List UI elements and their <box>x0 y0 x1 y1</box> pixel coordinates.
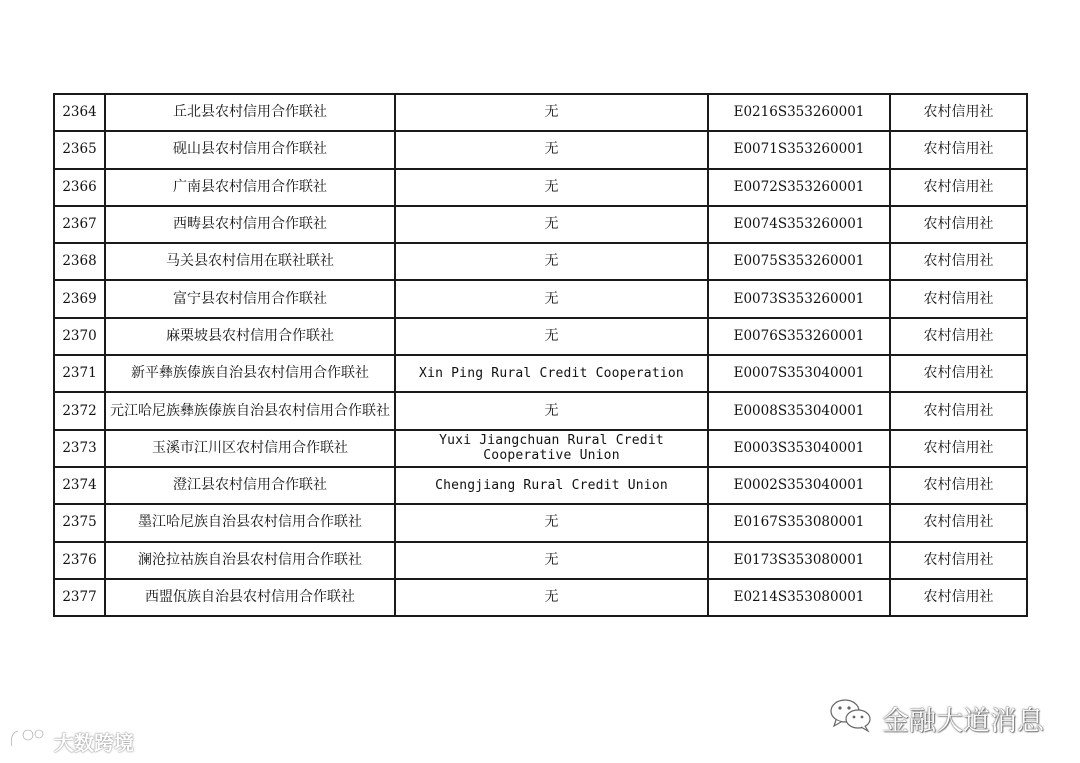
institution-type-cell: 农村信用社 <box>890 94 1027 131</box>
institution-code-cell: E0074S353260001 <box>708 206 890 243</box>
english-name-cell: 无 <box>395 94 708 131</box>
row-number-cell: 2370 <box>54 318 105 355</box>
institution-type-cell: 农村信用社 <box>890 430 1027 467</box>
row-number-cell: 2364 <box>54 94 105 131</box>
row-number-cell: 2373 <box>54 430 105 467</box>
institution-code-cell: E0075S353260001 <box>708 243 890 280</box>
institution-table-container <box>53 93 1026 617</box>
institution-type-cell: 农村信用社 <box>890 504 1027 541</box>
institution-code-cell: E0073S353260001 <box>708 280 890 317</box>
institution-name-cell: 西盟佤族自治县农村信用合作联社 <box>105 579 395 616</box>
institution-code-cell: E0008S353040001 <box>708 392 890 429</box>
institution-name-cell: 广南县农村信用合作联社 <box>105 169 395 206</box>
institution-type-cell: 农村信用社 <box>890 131 1027 168</box>
institution-name-cell: 玉溪市江川区农村信用合作联社 <box>105 430 395 467</box>
table-row <box>54 318 1027 355</box>
institution-type-cell: 农村信用社 <box>890 243 1027 280</box>
english-name-cell: 无 <box>395 131 708 168</box>
row-number-cell: 2371 <box>54 355 105 392</box>
english-name-cell: 无 <box>395 542 708 579</box>
wechat-icon <box>828 697 874 740</box>
english-name-cell: 无 <box>395 243 708 280</box>
watermark-left <box>8 726 134 757</box>
row-number-cell: 2375 <box>54 504 105 541</box>
institution-type-cell: 农村信用社 <box>890 542 1027 579</box>
institution-code-cell: E0003S353040001 <box>708 430 890 467</box>
institution-type-cell: 农村信用社 <box>890 280 1027 317</box>
institution-code-cell: E0216S353260001 <box>708 94 890 131</box>
table-row <box>54 206 1027 243</box>
institution-code-cell: E0007S353040001 <box>708 355 890 392</box>
english-name-cell: 无 <box>395 392 708 429</box>
institution-name-cell: 澄江县农村信用合作联社 <box>105 467 395 504</box>
watermark-right-text: 金融大道消息 <box>882 706 1044 737</box>
watermark-right <box>828 697 1044 740</box>
row-number-cell: 2372 <box>54 392 105 429</box>
institution-name-cell: 澜沧拉祜族自治县农村信用合作联社 <box>105 542 395 579</box>
table-row <box>54 579 1027 616</box>
table-row <box>54 504 1027 541</box>
institution-type-cell: 农村信用社 <box>890 318 1027 355</box>
institution-name-cell: 丘北县农村信用合作联社 <box>105 94 395 131</box>
english-name-cell: 无 <box>395 206 708 243</box>
institution-code-cell: E0214S353080001 <box>708 579 890 616</box>
table-row <box>54 392 1027 429</box>
institution-table <box>53 93 1028 617</box>
institution-code-cell: E0072S353260001 <box>708 169 890 206</box>
row-number-cell: 2366 <box>54 169 105 206</box>
row-number-cell: 2365 <box>54 131 105 168</box>
institution-type-cell: 农村信用社 <box>890 355 1027 392</box>
row-number-cell: 2369 <box>54 280 105 317</box>
institution-name-cell: 新平彝族傣族自治县农村信用合作联社 <box>105 355 395 392</box>
row-number-cell: 2374 <box>54 467 105 504</box>
institution-code-cell: E0167S353080001 <box>708 504 890 541</box>
institution-code-cell: E0071S353260001 <box>708 131 890 168</box>
institution-name-cell: 马关县农村信用在联社联社 <box>105 243 395 280</box>
institution-name-cell: 元江哈尼族彝族傣族自治县农村信用合作联社 <box>105 392 395 429</box>
institution-type-cell: 农村信用社 <box>890 206 1027 243</box>
row-number-cell: 2377 <box>54 579 105 616</box>
english-name-cell: Xin Ping Rural Credit Cooperation <box>395 355 708 392</box>
institution-type-cell: 农村信用社 <box>890 392 1027 429</box>
english-name-cell: Yuxi Jiangchuan Rural Credit Cooperative Union <box>395 430 708 467</box>
institution-type-cell: 农村信用社 <box>890 467 1027 504</box>
english-name-cell: 无 <box>395 504 708 541</box>
institution-name-cell: 富宁县农村信用合作联社 <box>105 280 395 317</box>
table-row <box>54 169 1027 206</box>
watermark-left-text: 大数跨境 <box>54 731 134 755</box>
logo-icon <box>8 726 50 757</box>
institution-type-cell: 农村信用社 <box>890 579 1027 616</box>
table-row <box>54 243 1027 280</box>
english-name-cell: 无 <box>395 280 708 317</box>
institution-name-cell: 砚山县农村信用合作联社 <box>105 131 395 168</box>
table-row <box>54 280 1027 317</box>
table-row <box>54 542 1027 579</box>
row-number-cell: 2376 <box>54 542 105 579</box>
english-name-cell: Chengjiang Rural Credit Union <box>395 467 708 504</box>
english-name-cell: 无 <box>395 318 708 355</box>
institution-code-cell: E0002S353040001 <box>708 467 890 504</box>
table-row <box>54 355 1027 392</box>
row-number-cell: 2368 <box>54 243 105 280</box>
english-name-cell: 无 <box>395 579 708 616</box>
institution-name-cell: 麻栗坡县农村信用合作联社 <box>105 318 395 355</box>
institution-type-cell: 农村信用社 <box>890 169 1027 206</box>
table-row <box>54 430 1027 467</box>
table-row <box>54 94 1027 131</box>
institution-name-cell: 西畴县农村信用合作联社 <box>105 206 395 243</box>
english-name-cell: 无 <box>395 169 708 206</box>
table-body <box>54 94 1027 616</box>
institution-code-cell: E0076S353260001 <box>708 318 890 355</box>
row-number-cell: 2367 <box>54 206 105 243</box>
institution-name-cell: 墨江哈尼族自治县农村信用合作联社 <box>105 504 395 541</box>
table-row <box>54 467 1027 504</box>
table-row <box>54 131 1027 168</box>
institution-code-cell: E0173S353080001 <box>708 542 890 579</box>
